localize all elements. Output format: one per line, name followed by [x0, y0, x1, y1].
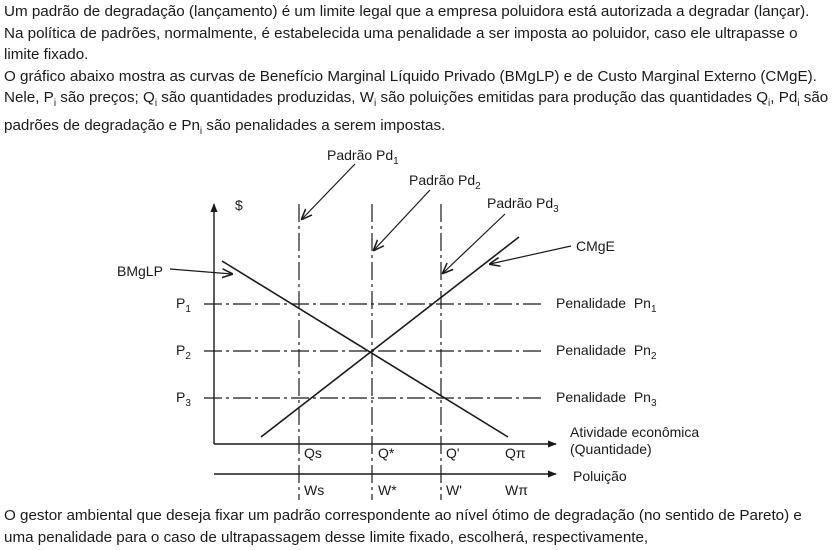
pollution-axis-label: Poluição	[573, 468, 627, 484]
tick-q-prime: Q'	[446, 445, 460, 461]
tick-q-star: Q*	[378, 445, 395, 461]
standard-label-pd1: Padrão $Pd_1$	[327, 147, 399, 167]
standard-label-pd3: Padrão $Pd_3$	[487, 195, 559, 215]
penalty-label-pn1: Penalidade $Pn_1$	[556, 295, 657, 315]
bmglp-curve	[222, 261, 508, 437]
intro-paragraph-1: Um padrão de degradação (lançamento) é um limite legal que a empresa poluidora está autorizada a degradar (lançar). Na política de padrões, normalmente, é estabelecida uma penalidade a ser imposta ao poluidor, caso ele ultrapasse o limite fixado.	[4, 3, 810, 63]
tick-ws: Ws	[304, 482, 325, 498]
penalty-label-pn2: Penalidade $Pn_2$	[556, 342, 657, 362]
tick-q-pi: Qπ	[505, 445, 526, 461]
price-label-p1: $P_1$	[176, 295, 191, 315]
standard-pd1-arrow	[302, 164, 355, 219]
cmge-curve	[261, 237, 519, 437]
question-text: O gestor ambiental que deseja fixar um padrão correspondente ao nível ótimo de degradação (no sentido de Pareto) e uma penalidade para o caso de ultrapassagem desse limite fixado, escolherá, respectivamente,	[4, 507, 802, 546]
penalty-label-pn3: Penalidade $Pn_3$	[556, 389, 657, 409]
x-axis-label-line-2: (Quantidade)	[570, 441, 652, 457]
cmge-label: CMgE	[576, 238, 615, 254]
standard-label-pd2: Padrão $Pd_2$	[409, 172, 481, 192]
x-axis-label-line-1: Atividade econômica	[570, 424, 700, 440]
standard-pd2-arrow	[374, 190, 430, 250]
price-label-p3: $P_3$	[176, 389, 191, 409]
standard-pd3-arrow	[443, 214, 505, 273]
bmglp-arrow	[170, 269, 232, 274]
y-axis-label: $	[235, 197, 243, 213]
tick-w-pi: Wπ	[505, 482, 528, 498]
tick-w-star: W*	[378, 482, 397, 498]
cmge-arrow	[490, 246, 571, 264]
intro-paragraph-2: O gráfico abaixo mostra as curvas de Benefício Marginal Líquido Privado (BMgLP) e de Custo Marginal Externo (CMgE). Nele, $P_i$ são preços; $Q_i$ são quantidades produzidas, $W_i$ são poluições emitidas para produção das quantidades $Q_i$, $Pd_i$ são padrões de degradação e $Pn_i$ são penalidades a serem impostas.	[4, 67, 829, 137]
price-label-p2: $P_2$	[176, 342, 191, 362]
tick-qs: Qs	[304, 445, 322, 461]
bmglp-label: BMgLP	[117, 263, 163, 279]
tick-w-prime: W'	[446, 482, 462, 498]
